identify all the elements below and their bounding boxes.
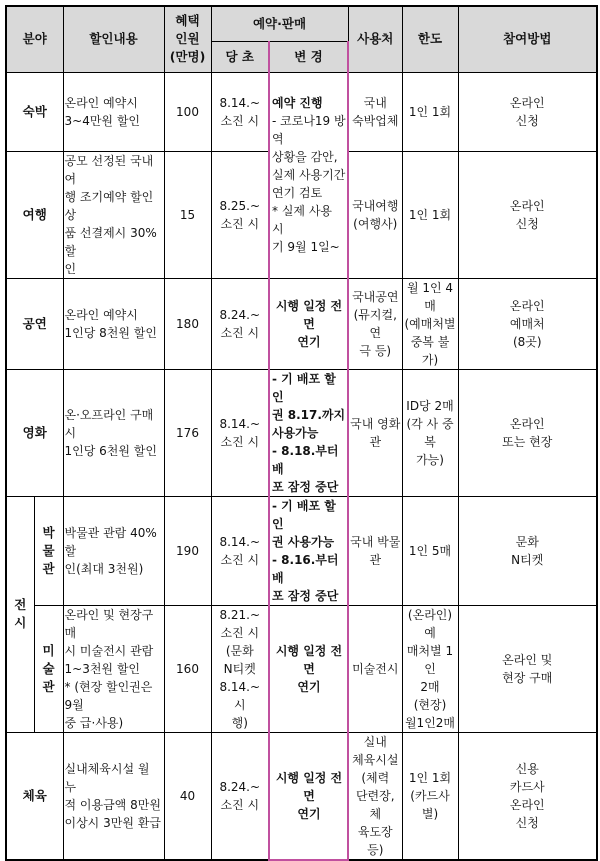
- venue-cell: 국내 영화 관: [348, 369, 402, 496]
- field-cell: 숙박: [6, 72, 63, 151]
- header-method: 참여방법: [458, 6, 597, 72]
- venue-cell: 국내여행 (여행사): [348, 151, 402, 278]
- header-changed: 변 경: [269, 41, 348, 72]
- venue-cell: 국내공연 (뮤지컬, 연 극 등): [348, 278, 402, 369]
- changed-cell: - 기 배포 할인 권 사용가능 - 8.16.부터 배 포 잠정 중단: [269, 496, 348, 605]
- table-row-movie: [6, 369, 597, 496]
- changed-cell: 시행 일정 전면 연기: [269, 732, 348, 860]
- limit-cell: 월 1인 4매 (예매처별 중복 불가): [402, 278, 458, 369]
- header-row-1: [6, 6, 597, 41]
- method-cell: 온라인 예매처 (8곳): [458, 278, 597, 369]
- discount-cell: 온라인 및 현장구매 시 미술전시 관람 1~3천원 할인 * (현장 할인권은 9월 중 급·사용): [63, 605, 164, 732]
- method-cell: 온라인 또는 현장: [458, 369, 597, 496]
- table-row-sports: [6, 732, 597, 860]
- discount-program-table: [5, 5, 598, 861]
- field-cell: 영화: [6, 369, 63, 496]
- original-cell: 8.14.~ 소진 시: [211, 72, 269, 151]
- people-cell: 176: [164, 369, 211, 496]
- table-row-museum: [6, 496, 597, 605]
- venue-cell: 국내 숙박업체: [348, 72, 402, 151]
- original-cell: 8.24.~ 소진 시: [211, 278, 269, 369]
- discount-cell: 공모 선정된 국내여 행 조기예약 할인상 품 선결제시 30% 할 인: [63, 151, 164, 278]
- method-cell: 온라인 신청: [458, 72, 597, 151]
- discount-cell: 온라인 예약시 1인당 8천원 할인: [63, 278, 164, 369]
- table-row-performance: [6, 278, 597, 369]
- limit-cell: 1인 1회: [402, 72, 458, 151]
- discount-cell: 온·오프라인 구매시 1인당 6천원 할인: [63, 369, 164, 496]
- changed-cell: - 기 배포 할인 권 8.17.까지 사용가능 - 8.18.부터 배 포 잠정 중단: [269, 369, 348, 496]
- header-original: 당 초: [211, 41, 269, 72]
- field-cell-exhibition: 전 시: [6, 496, 34, 732]
- header-booking: 예약·판매: [211, 6, 348, 41]
- change-body: - 코로나19 방역 상황을 감안, 실제 사용기간 연기 검토 * 실제 사용 시 기 9월 1일~: [272, 114, 346, 254]
- original-cell: 8.25.~ 소진 시: [211, 151, 269, 278]
- header-discount: 할인내용: [63, 6, 164, 72]
- field-cell: 공연: [6, 278, 63, 369]
- method-cell: 온라인 신청: [458, 151, 597, 278]
- field-cell: 체육: [6, 732, 63, 860]
- header-field: 분야: [6, 6, 63, 72]
- header-venue: 사용처: [348, 6, 402, 72]
- header-beneficiaries: 혜택 인원 (만명): [164, 6, 211, 72]
- venue-cell: 미술전시: [348, 605, 402, 732]
- subfield-cell: 박 물 관: [34, 496, 63, 605]
- header-limit: 한도: [402, 6, 458, 72]
- original-cell: 8.14.~ 소진 시: [211, 496, 269, 605]
- people-cell: 180: [164, 278, 211, 369]
- venue-cell: 국내 박물 관: [348, 496, 402, 605]
- table-row-lodging: [6, 72, 597, 151]
- field-cell: 여행: [6, 151, 63, 278]
- discount-cell: 실내체육시설 월 누 적 이용금액 8만원 이상시 3만원 환급: [63, 732, 164, 860]
- original-cell: 8.14.~ 소진 시: [211, 369, 269, 496]
- subfield-cell: 미 술 관: [34, 605, 63, 732]
- changed-cell: 시행 일정 전면 연기: [269, 278, 348, 369]
- original-cell: 8.21.~ 소진 시 (문화 N티켓 8.14.~ 시 행): [211, 605, 269, 732]
- changed-cell: 시행 일정 전면 연기: [269, 605, 348, 732]
- limit-cell: (온라인) 예 매처별 1인 2매 (현장) 월1인2매: [402, 605, 458, 732]
- change-title: 예약 진행: [272, 96, 323, 110]
- limit-cell: ID당 2매 (각 사 중복 가능): [402, 369, 458, 496]
- people-cell: 40: [164, 732, 211, 860]
- discount-cell: 박물관 관람 40% 할 인(최대 3천원): [63, 496, 164, 605]
- people-cell: 190: [164, 496, 211, 605]
- limit-cell: 1인 5매: [402, 496, 458, 605]
- limit-cell: 1인 1회: [402, 151, 458, 278]
- method-cell: 신용 카드사 온라인 신청: [458, 732, 597, 860]
- venue-cell: 실내 체육시설 (체력 단련장, 체 육도장 등): [348, 732, 402, 860]
- table-row-art-gallery: [6, 605, 597, 732]
- changed-cell-shared: [269, 72, 348, 278]
- method-cell: 문화 N티켓: [458, 496, 597, 605]
- original-cell: 8.24.~ 소진 시: [211, 732, 269, 860]
- limit-cell: 1인 1회 (카드사별): [402, 732, 458, 860]
- people-cell: 160: [164, 605, 211, 732]
- discount-cell: 온라인 예약시 3~4만원 할인: [63, 72, 164, 151]
- people-cell: 100: [164, 72, 211, 151]
- people-cell: 15: [164, 151, 211, 278]
- method-cell: 온라인 및 현장 구매: [458, 605, 597, 732]
